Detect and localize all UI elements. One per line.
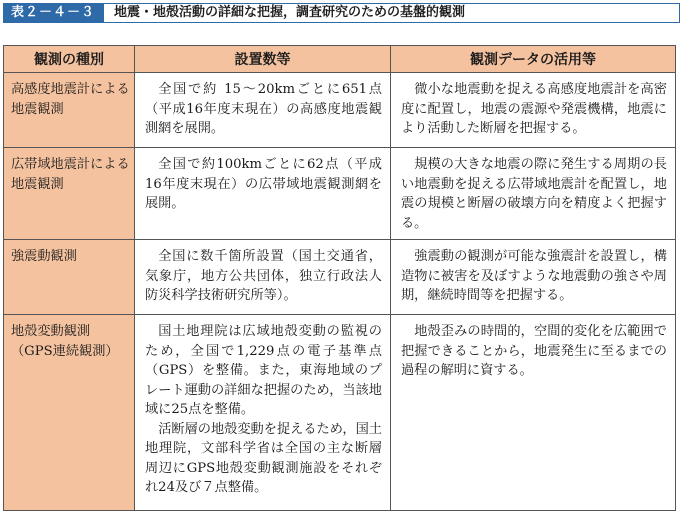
usage-paragraph: 微小な地震動を捉える高感度地震計を高密度に配置し，地震の震源や発震機構，地震により活動した断層を把握する。 xyxy=(401,82,667,136)
table-number-label: 表２－４－３ xyxy=(3,3,103,23)
table-row xyxy=(4,73,676,148)
data-usage-cell xyxy=(391,73,676,148)
count-paragraph: 国土地理院は広域地殻変動の監視のため，全国で1,229点の電子基準点（GPS）を整備。また，東海地域のプレート運動の詳細な把握のため，当該地域に25点を整備。 xyxy=(145,324,382,417)
count-paragraph: 全国で約 15～20kmごとに651点（平成16年度末現在）の高感度地震観測網を展開。 xyxy=(145,82,382,136)
table-header-row xyxy=(4,46,676,73)
data-usage-cell xyxy=(391,148,676,240)
observation-type-cell: 強震動観測 xyxy=(4,240,135,315)
observation-type-cell: 高感度地震計による地震観測 xyxy=(4,73,135,148)
data-usage-cell xyxy=(391,315,676,511)
data-usage-cell xyxy=(391,240,676,315)
count-paragraph: 全国に数千箇所設置（国土交通省，気象庁，地方公共団体，独立行政法人防災科学技術研究所等）。 xyxy=(145,249,382,303)
table-title: 地震・地殻活動の詳細な把握，調査研究のための基盤的観測 xyxy=(103,3,680,23)
usage-paragraph: 規模の大きな地震の際に発生する周期の長い地震動を捉える広帯域地震計を配置し，地震の規模と断層の破壊方向を精度よく把握する。 xyxy=(401,157,667,231)
column-header-count: 設置数等 xyxy=(135,46,391,73)
count-paragraph: 活断層の地殻変動を捉えるため，国土地理院，文部科学省は全国の主な断層周辺にGPS地殻変動観測施設をそれぞれ24及び７点整備。 xyxy=(145,421,382,495)
observation-table xyxy=(3,45,676,511)
installation-count-cell xyxy=(135,148,391,240)
table-row xyxy=(4,315,676,511)
count-paragraph: 全国で約100kmごとに62点（平成16年度末現在）の広帯域地震観測網を展開。 xyxy=(145,157,382,211)
column-header-usage: 観測データの活用等 xyxy=(391,46,676,73)
table-caption xyxy=(0,0,680,28)
usage-paragraph: 地殻歪みの時間的，空間的変化を広範囲で把握できることから，地震発生に至るまでの過程の解明に資する。 xyxy=(401,324,667,378)
installation-count-cell xyxy=(135,315,391,511)
installation-count-cell xyxy=(135,240,391,315)
column-header-type: 観測の種別 xyxy=(4,46,135,73)
table-row xyxy=(4,240,676,315)
installation-count-cell xyxy=(135,73,391,148)
table-row xyxy=(4,148,676,240)
observation-type-cell: 地殻変動観測（GPS連続観測） xyxy=(4,315,135,511)
usage-paragraph: 強震動の観測が可能な強震計を設置し，構造物に被害を及ぼすような地震動の強さや周期，継続時間等を把握する。 xyxy=(401,249,667,303)
observation-type-cell: 広帯域地震計による地震観測 xyxy=(4,148,135,240)
